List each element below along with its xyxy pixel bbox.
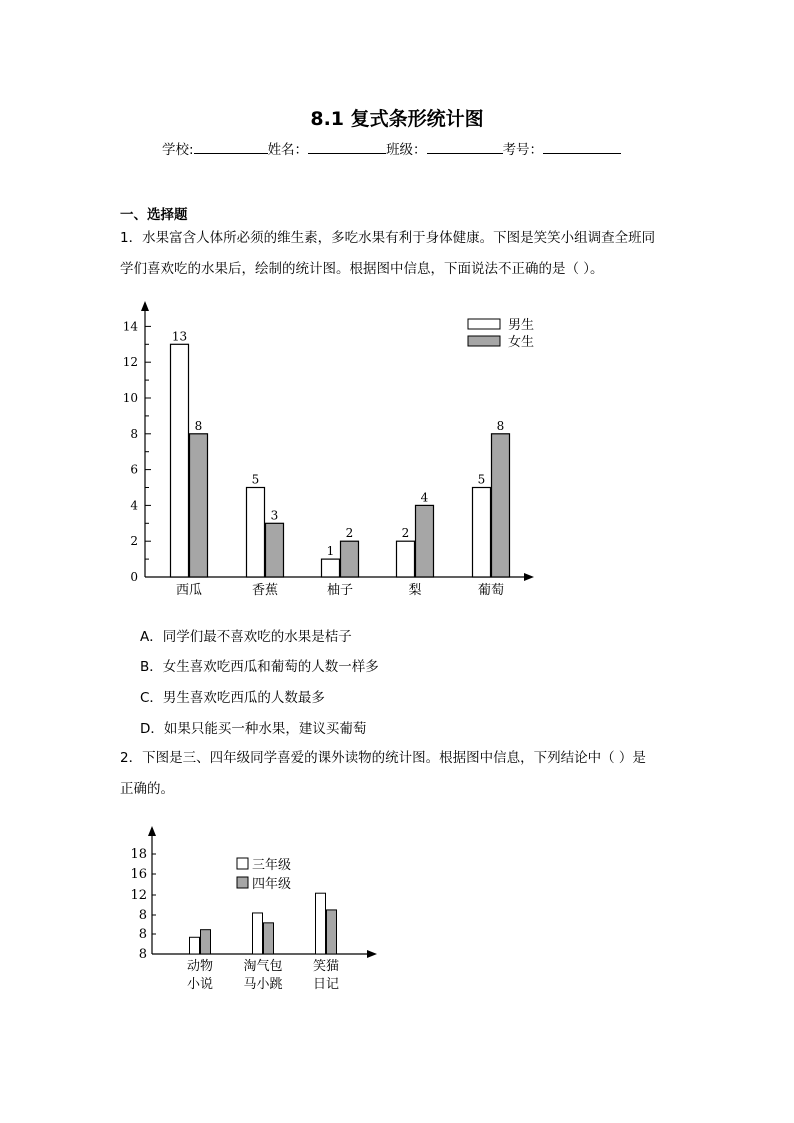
bar-grade3 xyxy=(190,937,200,954)
x-category-label: 马小跳 xyxy=(243,977,283,992)
school-label: 学校: xyxy=(162,142,194,158)
chart-fruit xyxy=(110,295,550,605)
bar-value-label: 5 xyxy=(251,472,260,487)
bar-girls xyxy=(416,505,434,577)
section-heading: 一、选择题 xyxy=(120,207,188,223)
y-tick-label: 0 xyxy=(130,570,138,584)
y-tick-label: 16 xyxy=(130,867,147,882)
x-category-label: 西瓜 xyxy=(175,583,203,598)
bar-value-label: 4 xyxy=(420,490,429,505)
bar-grade3 xyxy=(316,893,326,954)
y-tick-label: 4 xyxy=(130,498,138,513)
bar-boys xyxy=(247,488,265,578)
x-axis-arrow xyxy=(367,950,377,958)
x-category-label: 淘气包 xyxy=(243,959,283,974)
bar-boys xyxy=(473,488,491,578)
y-tick-label: 18 xyxy=(130,847,147,862)
legend-swatch xyxy=(237,877,248,888)
bar-girls xyxy=(266,523,284,577)
q2-line2: 正确的。 xyxy=(120,781,174,797)
bar-value-label: 2 xyxy=(345,526,354,541)
bar-value-label: 8 xyxy=(496,418,505,433)
bar-value-label: 1 xyxy=(326,544,335,559)
x-category-label: 葡萄 xyxy=(477,583,505,598)
bar-boys xyxy=(171,344,189,577)
x-category-label: 小说 xyxy=(186,977,214,992)
y-tick-label: 2 xyxy=(130,534,138,549)
x-category-label: 梨 xyxy=(408,583,422,598)
y-tick-label: 8 xyxy=(138,908,147,923)
class-blank[interactable] xyxy=(427,139,503,154)
bar-value-label: 5 xyxy=(477,472,486,487)
name-label: 姓名： xyxy=(267,142,309,158)
x-category-label: 柚子 xyxy=(326,583,354,598)
bar-grade3 xyxy=(253,913,263,954)
bar-value-label: 2 xyxy=(401,526,410,541)
x-axis-arrow xyxy=(524,573,534,581)
student-info-line xyxy=(162,138,621,158)
bar-boys xyxy=(397,541,415,577)
bar-value-label: 13 xyxy=(171,329,188,344)
chart-reading xyxy=(115,822,395,1002)
x-category-label: 动物 xyxy=(186,959,214,974)
legend-swatch xyxy=(468,319,500,329)
legend-swatch xyxy=(237,858,248,869)
school-blank[interactable] xyxy=(194,139,268,154)
y-tick-label: 12 xyxy=(122,355,138,370)
y-tick-label: 6 xyxy=(130,462,138,477)
q1-option-d[interactable]: D．如果只能买一种水果，建议买葡萄 xyxy=(140,721,367,737)
q1-option-a[interactable]: A．同学们最不喜欢吃的水果是桔子 xyxy=(140,629,352,645)
legend-label: 三年级 xyxy=(252,858,292,873)
legend-label: 男生 xyxy=(508,318,535,333)
bar-grade4 xyxy=(264,923,274,954)
q1-option-c[interactable]: C．男生喜欢吃西瓜的人数最多 xyxy=(140,690,325,706)
y-tick-label: 8 xyxy=(138,927,147,942)
legend-label: 女生 xyxy=(508,335,535,350)
y-tick-label: 12 xyxy=(130,888,147,903)
legend-label: 四年级 xyxy=(252,877,292,892)
q1-line1: 1．水果富含人体所必须的维生素，多吃水果有利于身体健康。下图是笑笑小组调查全班同 xyxy=(120,230,656,246)
number-label: 考号： xyxy=(502,142,544,158)
q2-line1: 2．下图是三、四年级同学喜爱的课外读物的统计图。根据图中信息，下列结论中（ ）是 xyxy=(120,750,646,766)
bar-grade4 xyxy=(201,930,211,954)
bar-value-label: 3 xyxy=(270,508,279,523)
class-label: 班级： xyxy=(386,142,427,158)
name-blank[interactable] xyxy=(308,139,386,154)
y-axis-arrow xyxy=(148,826,156,836)
y-tick-label: 14 xyxy=(122,319,138,334)
y-tick-label: 8 xyxy=(138,947,147,962)
bar-girls xyxy=(341,541,359,577)
number-blank[interactable] xyxy=(543,139,621,154)
bar-value-label: 8 xyxy=(194,418,203,433)
y-tick-label: 8 xyxy=(130,426,138,441)
q1-option-b[interactable]: B．女生喜欢吃西瓜和葡萄的人数一样多 xyxy=(140,659,379,675)
x-category-label: 笑猫 xyxy=(312,959,340,974)
bar-grade4 xyxy=(327,910,337,954)
y-axis-arrow xyxy=(141,301,149,311)
x-category-label: 香蕉 xyxy=(251,583,279,598)
bar-girls xyxy=(492,434,510,577)
bar-boys xyxy=(322,559,340,577)
q1-line2: 学们喜欢吃的水果后，绘制的统计图。根据图中信息，下面说法不正确的是（ ）。 xyxy=(120,261,604,277)
legend-swatch xyxy=(468,336,500,346)
x-category-label: 日记 xyxy=(312,977,340,992)
page-title: 8.1 复式条形统计图 xyxy=(310,108,484,130)
y-tick-label: 10 xyxy=(122,391,138,405)
bar-girls xyxy=(190,434,208,577)
